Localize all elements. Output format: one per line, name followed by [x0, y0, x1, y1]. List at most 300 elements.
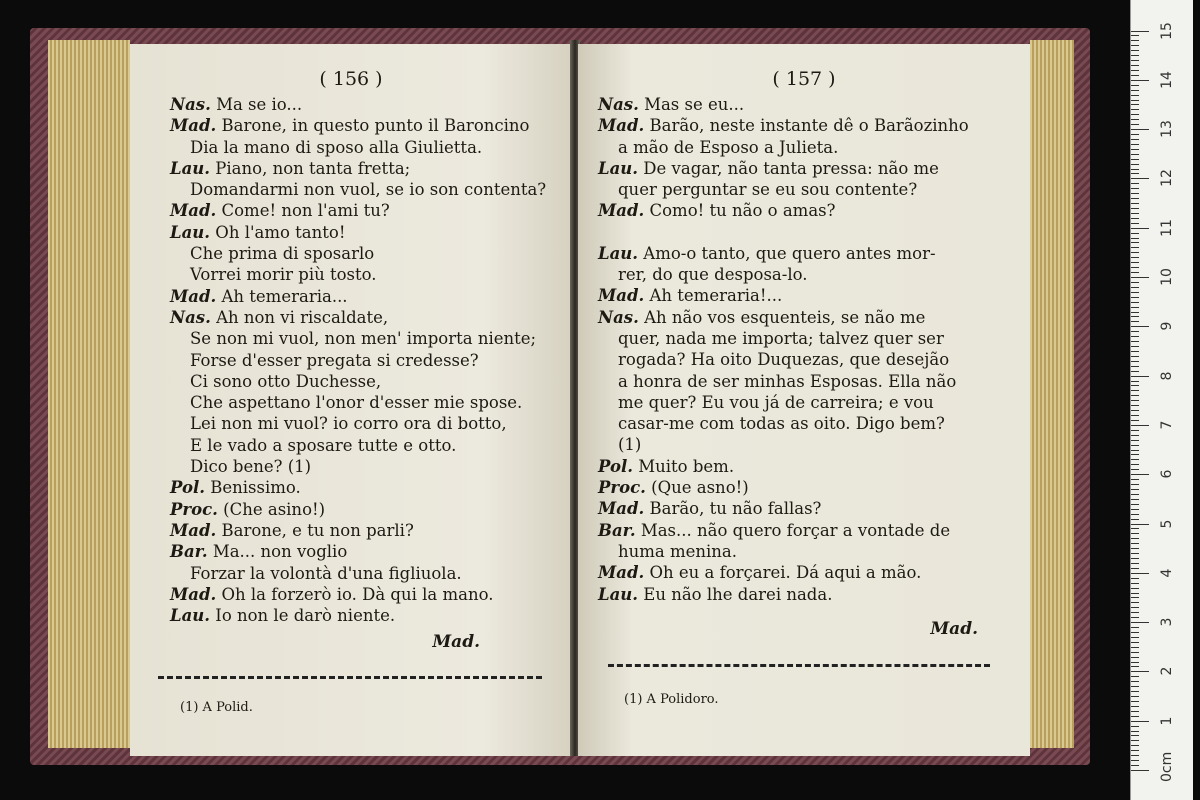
dialogue-text: De vagar, não tanta pressa: não me [643, 158, 939, 178]
ruler-tick [1131, 60, 1139, 61]
ruler-tick [1131, 568, 1139, 569]
ruler-tick [1131, 341, 1139, 342]
text-line [598, 413, 969, 434]
ruler-tick [1131, 173, 1139, 174]
dialogue-text: Che prima di sposarlo [190, 244, 375, 264]
dialogue-text: rogada? Ha oito Duquezas, que desejão [618, 350, 950, 370]
ruler-tick [1131, 346, 1139, 347]
speaker-label: Proc. [170, 499, 218, 519]
left-page-edges [48, 40, 130, 748]
ruler-tick [1131, 770, 1149, 771]
dialogue-text: Oh l'amo tanto! [215, 222, 346, 242]
speaker-label: Lau. [170, 158, 211, 178]
left-page [130, 44, 572, 756]
text-line [170, 158, 546, 179]
ruler-tick [1131, 376, 1149, 377]
text-line [170, 307, 546, 328]
speaker-label: Mad. [170, 116, 217, 136]
ruler-tick [1131, 257, 1139, 258]
ruler-tick [1131, 326, 1149, 327]
ruler-tick [1131, 104, 1139, 105]
ruler-tick [1131, 543, 1139, 544]
ruler-tick [1131, 430, 1139, 431]
ruler-tick [1131, 198, 1139, 199]
text-line [598, 584, 969, 605]
text-line [170, 200, 546, 221]
ruler-tick [1131, 524, 1149, 525]
ruler-tick [1131, 696, 1139, 697]
text-line [170, 222, 546, 243]
ruler-tick [1131, 223, 1139, 224]
speaker-label: Mad. [170, 201, 217, 221]
text-line [170, 541, 546, 562]
dialogue-text: Mas... não quero forçar a vontade de [640, 520, 951, 540]
ruler-tick [1131, 647, 1139, 648]
ruler-tick [1131, 662, 1139, 663]
text-line [598, 371, 969, 392]
dialogue-text: Como! tu não o amas? [649, 201, 836, 221]
dialogue-text: Barão, neste instante dê o Barãozinho [649, 116, 969, 136]
footnote: (1) A Polidoro. [624, 692, 719, 707]
ruler-tick [1131, 183, 1139, 184]
ruler-tick [1131, 666, 1139, 667]
ruler-tick [1131, 558, 1139, 559]
text-line [598, 179, 969, 200]
dialogue-text: Forzar la volontà d'una figliuola. [190, 563, 462, 583]
ruler-tick [1131, 415, 1139, 416]
dialogue-text: Dico bene? (1) [190, 457, 312, 477]
ruler-tick [1131, 602, 1139, 603]
ruler-tick [1131, 139, 1139, 140]
ruler-tick [1131, 484, 1139, 485]
ruler-tick [1131, 469, 1139, 470]
dialogue-text: a mão de Esposo a Julieta. [618, 137, 839, 157]
text-line [170, 115, 546, 136]
text-line [598, 477, 969, 498]
ruler-tick [1131, 193, 1139, 194]
ruler-tick [1131, 233, 1139, 234]
dialogue-text: (1) [618, 435, 642, 455]
ruler-tick [1131, 100, 1139, 101]
dialogue-text: Domandarmi non vuol, se io son contenta? [190, 180, 547, 200]
ruler-tick [1131, 277, 1149, 278]
dialogue-text: Oh la forzerò io. Dà qui la mano. [221, 584, 494, 604]
ruler-tick [1131, 31, 1149, 32]
text-line [598, 392, 969, 413]
speaker-label: Mad. [170, 584, 217, 604]
dialogue-text: Ci sono otto Duchesse, [190, 371, 382, 391]
ruler-tick [1131, 307, 1139, 308]
ruler-tick [1131, 95, 1139, 96]
dialogue-text: Come! non l'ami tu? [221, 201, 390, 221]
ruler-tick [1131, 573, 1149, 574]
text-line [598, 200, 969, 221]
dialogue-text: Forse d'esser pregata si credesse? [190, 350, 479, 370]
speaker-label: Lau. [598, 243, 639, 263]
text-line [598, 520, 969, 541]
ruler-tick [1131, 563, 1139, 564]
ruler-number: 12 [1159, 169, 1175, 188]
ruler-tick [1131, 119, 1139, 120]
text-line [598, 158, 969, 179]
dialogue-text: Lei non mi vuol? io corro ora di botto, [190, 414, 507, 434]
speaker-label: Mad. [598, 116, 645, 136]
text-line [170, 584, 546, 605]
ruler-tick [1131, 765, 1139, 766]
ruler-tick [1131, 381, 1139, 382]
ruler-number: 6 [1159, 469, 1175, 479]
ruler-tick [1131, 597, 1139, 598]
ruler-tick [1131, 479, 1139, 480]
dialogue-text: Mas se eu... [644, 95, 745, 114]
text-line [598, 115, 969, 136]
text-block [598, 94, 969, 605]
speaker-label: Lau. [598, 584, 639, 604]
text-line [170, 413, 546, 434]
text-line [598, 137, 969, 158]
dialogue-text: Barone, e tu non parli? [221, 520, 414, 540]
ruler-tick [1131, 464, 1139, 465]
ruler-tick [1131, 735, 1139, 736]
ruler-number: 15 [1159, 21, 1175, 40]
ruler-tick [1131, 755, 1139, 756]
speaker-label: Lau. [170, 606, 211, 626]
ruler-tick [1131, 302, 1139, 303]
ruler-tick [1131, 149, 1139, 150]
speaker-label: Pol. [598, 456, 633, 476]
ruler-tick [1131, 188, 1139, 189]
ruler-tick [1131, 267, 1139, 268]
ruler-tick [1131, 129, 1149, 130]
dialogue-text: huma menina. [618, 541, 738, 561]
ruler-tick [1131, 612, 1139, 613]
ruler-tick [1131, 750, 1139, 751]
page-number: ( 157 ) [772, 68, 836, 90]
ruler-tick [1131, 144, 1139, 145]
text-line [170, 605, 546, 626]
ruler-tick [1131, 588, 1139, 589]
text-line [598, 307, 969, 328]
dialogue-text: rer, do que desposa-lo. [618, 265, 808, 285]
footnote-rule [158, 676, 542, 679]
ruler-tick [1131, 80, 1149, 81]
ruler-tick [1131, 440, 1139, 441]
ruler-tick [1131, 410, 1139, 411]
ruler-tick [1131, 681, 1139, 682]
ruler-tick [1131, 371, 1139, 372]
ruler-tick [1131, 178, 1149, 179]
speaker-label: Mad. [598, 563, 645, 583]
ruler-tick [1131, 721, 1149, 722]
page-number: ( 156 ) [319, 68, 383, 90]
ruler-tick [1131, 420, 1139, 421]
speaker-label: Pol. [170, 478, 205, 498]
footnote: (1) A Polid. [180, 700, 253, 715]
ruler-tick [1131, 45, 1139, 46]
ruler-tick [1131, 90, 1139, 91]
text-line [170, 94, 546, 115]
ruler-tick [1131, 213, 1139, 214]
ruler-tick [1131, 70, 1139, 71]
ruler-tick [1131, 454, 1139, 455]
ruler-tick [1131, 553, 1139, 554]
ruler-tick [1131, 701, 1139, 702]
ruler-number: 11 [1159, 218, 1175, 237]
dialogue-text: Eu não lhe darei nada. [643, 584, 833, 604]
dialogue-text: (Che asino!) [223, 499, 326, 519]
text-line [170, 477, 546, 498]
ruler-tick [1131, 671, 1149, 672]
dialogue-text: me quer? Eu vou já de carreira; e vou [618, 392, 934, 412]
text-line [598, 243, 969, 264]
ruler-tick [1131, 622, 1149, 623]
speaker-label: Mad. [598, 499, 645, 519]
ruler-number: 3 [1159, 617, 1175, 627]
speaker-label: Mad. [598, 286, 645, 306]
ruler-tick [1131, 282, 1139, 283]
text-line [170, 179, 546, 200]
ruler-tick [1131, 637, 1139, 638]
speaker-label: Proc. [598, 478, 646, 498]
ruler-tick [1131, 499, 1139, 500]
dialogue-text: Amo-o tanto, que quero antes mor- [643, 243, 936, 263]
ruler-tick [1131, 593, 1139, 594]
ruler-tick [1131, 134, 1139, 135]
ruler-tick [1131, 706, 1139, 707]
ruler-tick [1131, 366, 1139, 367]
ruler-number: 5 [1159, 519, 1175, 528]
text-line [170, 286, 546, 307]
ruler-tick [1131, 109, 1139, 110]
ruler-tick [1131, 336, 1139, 337]
text-line [598, 541, 969, 562]
ruler-tick [1131, 385, 1139, 386]
dialogue-text: Muito bem. [638, 456, 735, 476]
dialogue-text: Io non le darò niente. [215, 606, 396, 626]
text-line [598, 285, 969, 306]
speaker-label: Nas. [598, 307, 639, 327]
dialogue-text: Ah não vos esquenteis, se não me [644, 307, 926, 327]
ruler-tick [1131, 652, 1139, 653]
ruler-tick [1131, 287, 1139, 288]
ruler-tick [1131, 390, 1139, 391]
ruler-tick [1131, 395, 1139, 396]
ruler-tick [1131, 35, 1139, 36]
text-line [598, 94, 969, 115]
ruler-tick [1131, 514, 1139, 515]
dialogue-text: quer perguntar se eu sou contente? [618, 180, 918, 200]
ruler-tick [1131, 164, 1139, 165]
dialogue-text: Ah temeraria!... [649, 286, 783, 306]
ruler-tick [1131, 657, 1139, 658]
dialogue-text: Barone, in questo punto il Baroncino [221, 116, 530, 136]
dialogue-text: (Que asno!) [651, 478, 749, 498]
ruler-tick [1131, 321, 1139, 322]
text-block [170, 94, 546, 626]
ruler-tick [1131, 40, 1139, 41]
speaker-label: Lau. [598, 158, 639, 178]
text-line [170, 137, 546, 158]
speaker-label: Lau. [170, 222, 211, 242]
ruler-number: 13 [1159, 120, 1175, 139]
ruler-tick [1131, 114, 1139, 115]
text-line [170, 243, 546, 264]
text-line [598, 498, 969, 519]
text-line [598, 434, 969, 455]
speaker-label: Mad. [170, 520, 217, 540]
ruler-tick [1131, 494, 1139, 495]
text-line [170, 264, 546, 285]
footnote-rule [608, 664, 990, 667]
ruler-tick [1131, 686, 1139, 687]
text-line [170, 499, 546, 520]
ruler-tick [1131, 538, 1139, 539]
text-line [170, 456, 546, 477]
ruler-tick [1131, 65, 1139, 66]
ruler-tick [1131, 528, 1139, 529]
ruler-tick [1131, 331, 1139, 332]
ruler-number: 1 [1159, 716, 1175, 726]
ruler-tick [1131, 75, 1139, 76]
speaker-label: Mad. [598, 201, 645, 221]
ruler-tick [1131, 627, 1139, 628]
ruler-tick [1131, 474, 1149, 475]
ruler-tick [1131, 711, 1139, 712]
text-line [598, 456, 969, 477]
speaker-label: Nas. [170, 95, 211, 114]
dialogue-text: Se non mi vuol, non men' importa niente; [190, 329, 537, 349]
speaker-label: Nas. [170, 307, 211, 327]
text-line [598, 264, 969, 285]
ruler-tick [1131, 617, 1139, 618]
ruler-number: 4 [1159, 568, 1175, 578]
ruler-tick [1131, 351, 1139, 352]
ruler-tick [1131, 316, 1139, 317]
ruler-tick [1131, 55, 1139, 56]
ruler-number: 2 [1159, 666, 1175, 676]
ruler-tick [1131, 238, 1139, 239]
ruler-tick [1131, 740, 1139, 741]
ruler-number: 10 [1159, 268, 1175, 286]
ruler-tick [1131, 548, 1139, 549]
ruler-tick [1131, 297, 1139, 298]
ruler-tick [1131, 445, 1139, 446]
text-line [598, 328, 969, 349]
ruler-tick [1131, 272, 1139, 273]
text-line [170, 371, 546, 392]
ruler-tick [1131, 519, 1139, 520]
ruler-tick [1131, 425, 1149, 426]
ruler-tick [1131, 642, 1139, 643]
ruler-number: 7 [1159, 420, 1175, 430]
dialogue-text: casar-me com todas as oito. Digo bem? [618, 414, 945, 434]
ruler-tick [1131, 405, 1139, 406]
ruler-tick [1131, 691, 1139, 692]
dialogue-text: Vorrei morir più tosto. [190, 265, 377, 285]
dialogue-text: Piano, non tanta fretta; [215, 158, 411, 178]
ruler-tick [1131, 459, 1139, 460]
ruler-tick [1131, 361, 1139, 362]
ruler-tick [1131, 533, 1139, 534]
ruler-tick [1131, 731, 1139, 732]
ruler-tick [1131, 292, 1139, 293]
dialogue-text: Ah temeraria... [221, 286, 348, 306]
text-line [598, 349, 969, 370]
ruler-unit-label: 0cm [1159, 751, 1175, 782]
ruler-tick [1131, 208, 1139, 209]
dialogue-text: Ma se io... [216, 95, 303, 114]
dialogue-text: E le vado a sposare tutte e otto. [190, 435, 457, 455]
text-line [170, 328, 546, 349]
text-line [170, 435, 546, 456]
text-line [598, 562, 969, 583]
speaker-label: Mad. [170, 286, 217, 306]
ruler-tick [1131, 632, 1139, 633]
ruler-tick [1131, 159, 1139, 160]
ruler-tick [1131, 509, 1139, 510]
ruler-tick [1131, 218, 1139, 219]
dialogue-text: quer, nada me importa; talvez quer ser [618, 328, 944, 348]
right-page [578, 44, 1030, 756]
dialogue-text: Che aspettano l'onor d'esser mie spose. [190, 393, 523, 413]
speaker-label: Bar. [170, 542, 208, 562]
text-line [170, 350, 546, 371]
ruler-tick [1131, 312, 1139, 313]
ruler-tick [1131, 450, 1139, 451]
measurement-ruler [1130, 0, 1193, 800]
ruler-tick [1131, 726, 1139, 727]
catchword: Mad. [930, 619, 978, 639]
dialogue-text: Benissimo. [210, 478, 301, 498]
ruler-tick [1131, 242, 1139, 243]
text-line [170, 563, 546, 584]
ruler-tick [1131, 154, 1139, 155]
ruler-tick [1131, 169, 1139, 170]
dialogue-text: Barão, tu não fallas? [649, 499, 822, 519]
ruler-tick [1131, 356, 1139, 357]
ruler-number: 14 [1159, 70, 1175, 89]
ruler-number: 8 [1159, 371, 1175, 381]
ruler-tick [1131, 85, 1139, 86]
ruler-tick [1131, 124, 1139, 125]
ruler-tick [1131, 435, 1139, 436]
ruler-number: 9 [1159, 321, 1175, 331]
ruler-tick [1131, 489, 1139, 490]
ruler-tick [1131, 716, 1139, 717]
dialogue-text: a honra de ser minhas Esposas. Ella não [618, 371, 957, 391]
dialogue-text: Ah non vi riscaldate, [216, 307, 389, 327]
ruler-tick [1131, 504, 1139, 505]
dialogue-text: Ma... non voglio [212, 542, 348, 562]
ruler-tick [1131, 203, 1139, 204]
ruler-tick [1131, 676, 1139, 677]
dialogue-text: Dia la mano di sposo alla Giulietta. [190, 137, 483, 157]
ruler-tick [1131, 745, 1139, 746]
speaker-label: Nas. [598, 95, 639, 114]
ruler-tick [1131, 228, 1149, 229]
speaker-label: Bar. [598, 520, 636, 540]
ruler-tick [1131, 607, 1139, 608]
text-line [170, 520, 546, 541]
right-page-edges [1030, 40, 1074, 748]
ruler-tick [1131, 578, 1139, 579]
ruler-tick [1131, 583, 1139, 584]
ruler-tick [1131, 50, 1139, 51]
catchword: Mad. [432, 632, 480, 652]
ruler-tick [1131, 262, 1139, 263]
ruler-tick [1131, 760, 1139, 761]
text-line [170, 392, 546, 413]
